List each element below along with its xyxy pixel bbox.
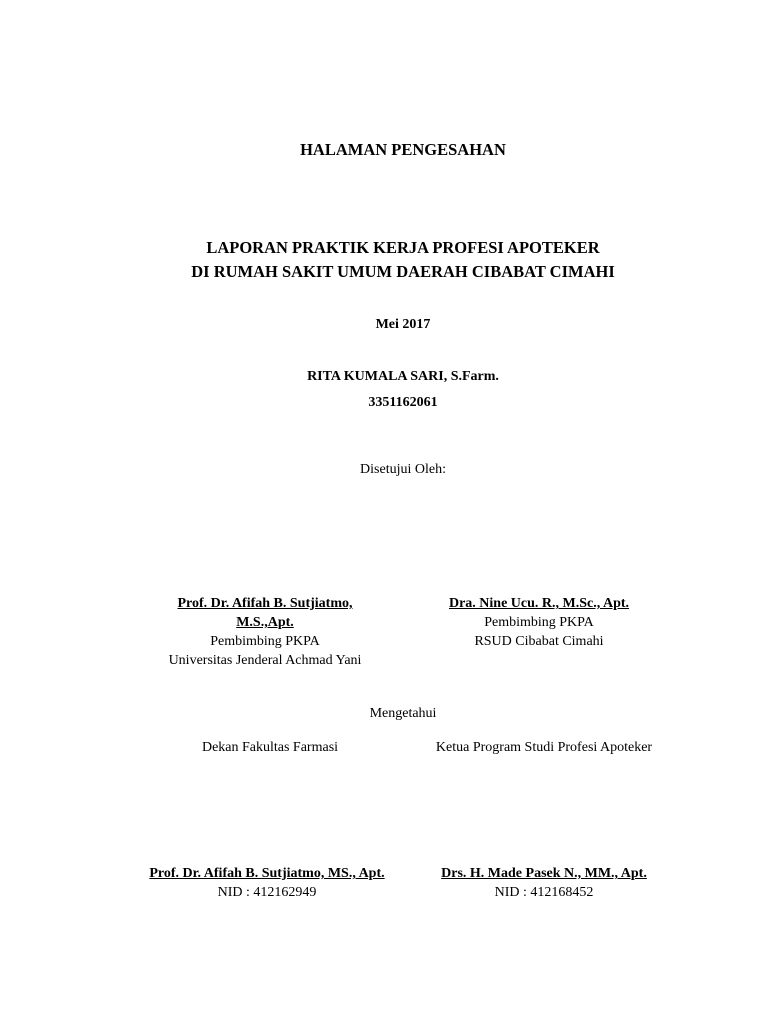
approver-2-block <box>389 594 689 651</box>
official-1-signature <box>117 864 417 902</box>
official-1-nid: NID : 412162949 <box>217 885 317 900</box>
official-1-name: Prof. Dr. Afifah B. Sutjiatmo, MS., Apt. <box>149 866 385 881</box>
approver-2-role: Pembimbing PKPA <box>484 615 594 630</box>
approver-1-institution: Universitas Jenderal Achmad Yani <box>168 653 362 668</box>
official-2-signature <box>394 864 694 902</box>
report-date: Mei 2017 <box>375 317 431 332</box>
approver-2-name: Dra. Nine Ucu. R., M.Sc., Apt. <box>448 596 630 611</box>
approved-by-label: Disetujui Oleh: <box>360 462 446 477</box>
report-title-line-2: DI RUMAH SAKIT UMUM DAERAH CIBABAT CIMAHI <box>191 262 615 281</box>
acknowledged-label: Mengetahui <box>369 706 437 721</box>
official-1-position: Dekan Fakultas Farmasi <box>201 740 339 755</box>
author-name: RITA KUMALA SARI, S.Farm. <box>307 369 499 384</box>
approver-1-name-line-1: Prof. Dr. Afifah B. Sutjiatmo, <box>177 596 353 611</box>
approver-1-role: Pembimbing PKPA <box>210 634 320 649</box>
official-2-nid: NID : 412168452 <box>494 885 594 900</box>
approver-1-block <box>115 594 415 670</box>
report-title-line-1: LAPORAN PRAKTIK KERJA PROFESI APOTEKER <box>206 238 600 257</box>
official-2-position: Ketua Program Studi Profesi Apoteker <box>435 740 653 755</box>
approver-2-institution: RSUD Cibabat Cimahi <box>474 634 604 649</box>
approver-1-name-line-2: M.S.,Apt. <box>236 615 294 630</box>
report-title <box>0 236 768 284</box>
author-id: 3351162061 <box>368 395 438 410</box>
page-heading: HALAMAN PENGESAHAN <box>300 140 506 159</box>
official-2-name: Drs. H. Made Pasek N., MM., Apt. <box>441 866 647 881</box>
